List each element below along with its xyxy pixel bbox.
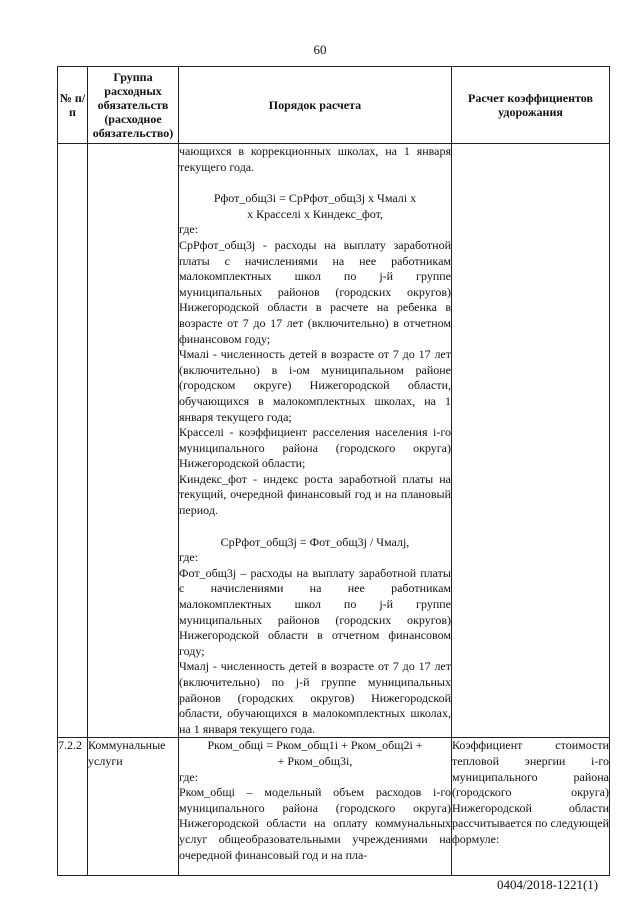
spacer: [179, 519, 451, 535]
spacer: [179, 175, 451, 191]
calc-text: где:: [179, 550, 199, 565]
document-id: 0404/2018-1221(1): [497, 877, 599, 892]
calc-text: СрРфот_общ3j - расходы на выплату заработной платы с начислениями на нее работникам малокомплектных школ по j-й группе муниципальных районов (городских округов) Нижегородской области в расчете на ребенка в возрасте от 7 до 17 лет (включительно) в отчетном финансовом году;: [179, 237, 451, 346]
row2-num-cell: 7.2.2: [58, 738, 88, 876]
page-number: 60: [313, 42, 327, 57]
calc-text: где:: [179, 222, 199, 237]
table-row: [58, 144, 610, 738]
calc-text: Фот_общ3j – расходы на выплату заработной платы с начислениями на нее работникам малокомплектных школ по j-й группе муниципальных районов (городских округов) Нижегородской области в отчетном финансовом году;: [179, 565, 451, 658]
row1-coef-cell: [452, 144, 610, 738]
formula-line: Рком_общi = Рком_общ1i + Рком_общ2i +: [207, 738, 423, 753]
calc-text: где:: [179, 769, 199, 784]
header-coef: Расчет коэффициентов удорожания: [452, 67, 610, 144]
formula-line: х Красселi х Киндекс_фот,: [247, 206, 383, 221]
row2-calc-cell: [179, 738, 452, 876]
calculation-table: [57, 66, 610, 876]
formula-line: СрРфот_общ3j = Фот_общ3j / Чмалj,: [220, 534, 410, 549]
calc-text: чающихся в коррекционных школах, на 1 января текущего года.: [179, 144, 451, 174]
table-row: [58, 738, 610, 876]
row1-group-cell: [88, 144, 179, 738]
table-header-row: [58, 67, 610, 144]
formula-line: Рфот_общ3i = СрРфот_общ3j х Чмалi х: [213, 191, 417, 206]
header-calc: Порядок расчета: [179, 67, 452, 144]
calc-text: Рком_общi – модельный объем расходов i-го муниципального района (городского округа) Нижегородской области на оплату коммунальных услуг общеобразовательными учреждениями на очередной финансовый год и на пла-: [179, 785, 451, 862]
row1-num-cell: [58, 144, 88, 738]
calc-text: Красселi - коэффициент расселения населения i-го муниципального района (городского округа) Нижегородской области;: [179, 425, 451, 471]
header-num: № п/п: [58, 67, 88, 144]
row1-calc-cell: [179, 144, 452, 738]
row2-coef-cell: Коэффициент стоимости тепловой энергии i-го муниципального района (городского округа) Нижегородской области рассчитывается по следующей формуле:: [452, 738, 610, 876]
header-group: Группа расходных обязательств (расходное обязательство): [88, 67, 179, 144]
calc-text: Чмалi - численность детей в возрасте от 7 до 17 лет (включительно) в i-ом муниципальном районе (городском округе) Нижегородской области, обучающихся в малокомплектных школах, на 1 января текущего года;: [179, 347, 451, 424]
row2-group-cell: Коммунальные услуги: [88, 738, 179, 876]
formula-line: + Рком_общ3i,: [277, 753, 353, 768]
calc-text: Чмалj - численность детей в возрасте от 7 до 17 лет (включительно) по j-й группе муниципальных районов (городских округов) Нижегородской области, обучающихся в малокомплектных школах, на 1 января текущего года.: [179, 659, 451, 736]
calc-text: Киндекс_фот - индекс роста заработной платы на текущий, очередной финансовый год и на плановый период.: [179, 471, 451, 518]
